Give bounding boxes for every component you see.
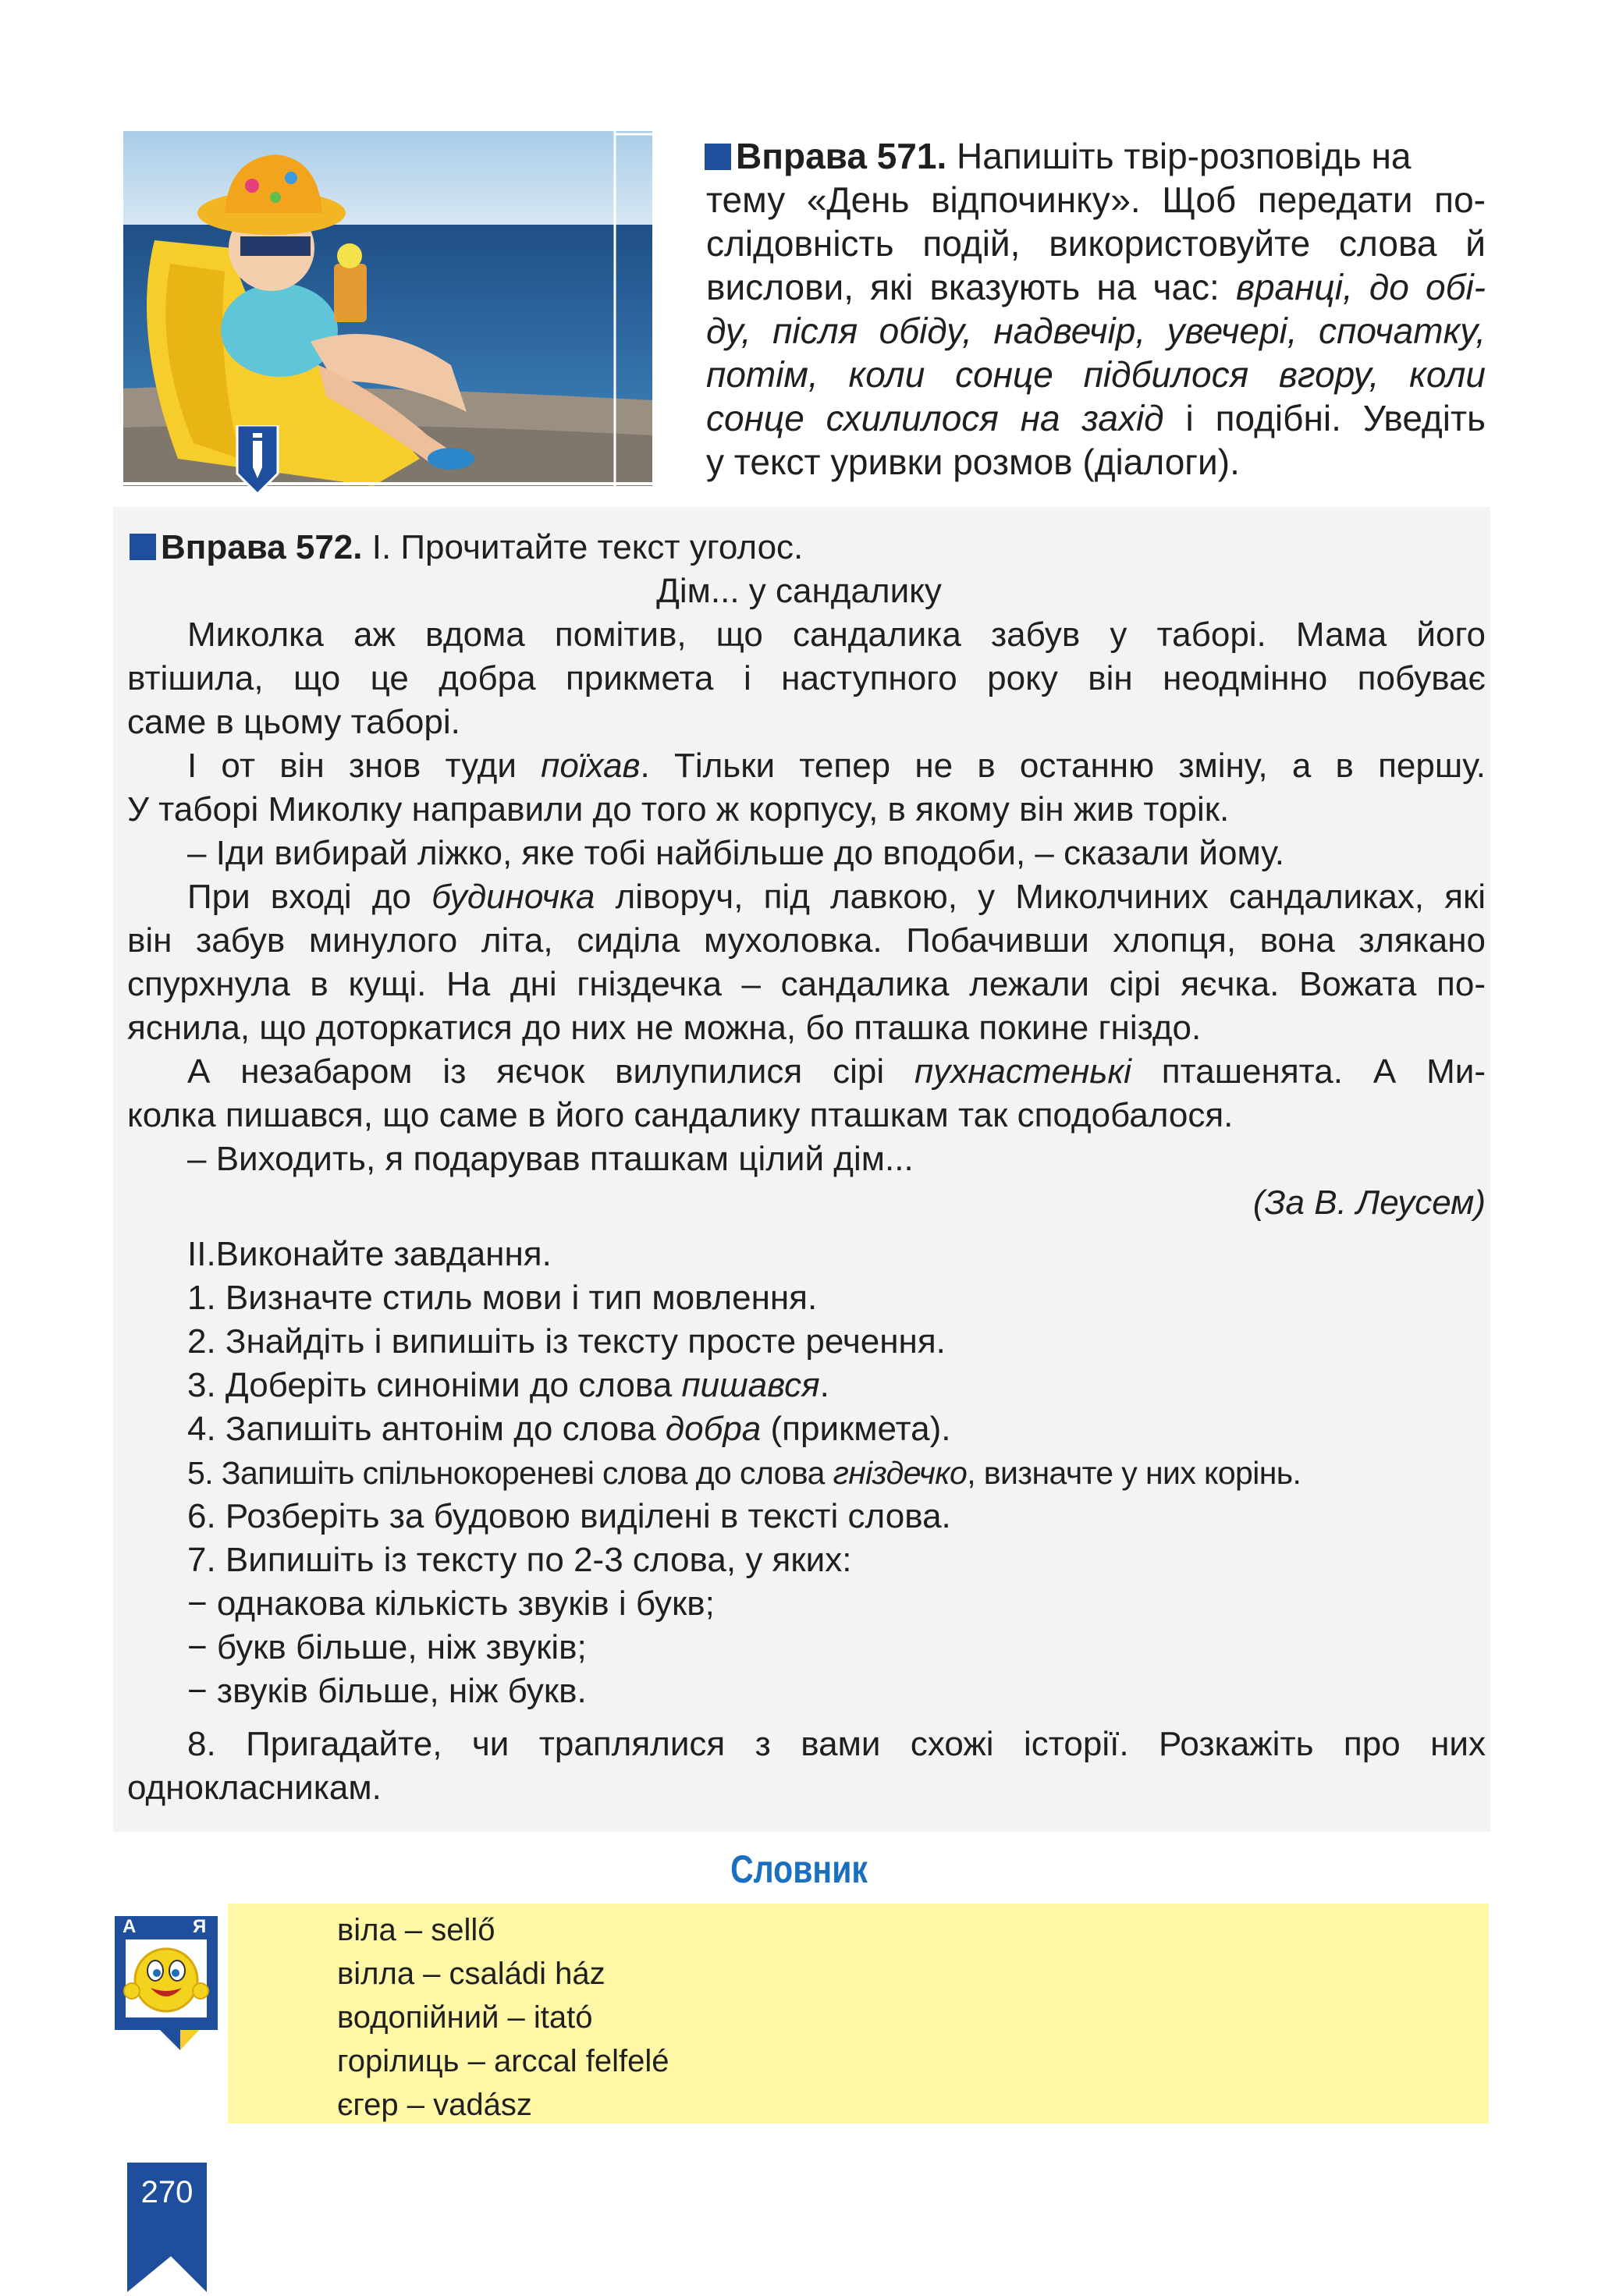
task-item: 3. Доберіть синоніми до слова пишався. — [187, 1366, 829, 1404]
task-item: 2. Знайдіть і випишіть із тексту просте речення. — [187, 1322, 946, 1361]
story-line: втішила, що це добра прикмета і наступного року він неодмінно побуває — [127, 659, 1486, 697]
task-subitem: − однакова кількість звуків і букв; — [187, 1584, 715, 1623]
story-line: Миколка аж вдома помітив, що сандалика забув у таборі. Мама його — [187, 616, 1486, 654]
ex571-line-3: слідовність подій, використовуйте слова й — [706, 223, 1486, 264]
story-line: – Іди вибирай ліжко, яке тобі найбільше до вподоби, – сказали йому. — [187, 834, 1285, 872]
bullet-square-icon — [705, 144, 731, 170]
story-author: (За В. Леусем) — [1252, 1183, 1486, 1222]
dictionary-entry: вілла – családi ház — [337, 1957, 605, 1991]
ex571-line-4: вислови, які вказують на час: вранці, до обі- — [706, 267, 1486, 307]
story-title: Дім... у сандалику — [656, 572, 942, 610]
task-subitem: − букв більше, ніж звуків; — [187, 1628, 587, 1666]
page-number: 270 — [140, 2175, 194, 2209]
ex571-line-2: тему «День відпочинку». Щоб передати по- — [706, 179, 1486, 220]
ex571-line-1: Вправа 571. Напишіть твір-розповідь на — [705, 134, 1411, 178]
dictionary-entry: віла – sellő — [337, 1913, 495, 1947]
page-number-tab — [127, 2163, 207, 2292]
dictionary-title: Словник — [730, 1847, 868, 1891]
task-item: однокласникам. — [127, 1769, 382, 1807]
badge-letter: А — [123, 1916, 137, 1937]
ex571-line-5: ду, після обіду, надвечір, увечері, спочатку, — [706, 311, 1486, 351]
story-line: При вході до будиночка ліворуч, під лавкою, у Миколчиних сандаликах, які — [187, 878, 1486, 916]
task-item: 4. Запишіть антонім до слова добра (прикмета). — [187, 1410, 951, 1448]
task-item: 7. Випишіть із тексту по 2-3 слова, у яких: — [187, 1541, 852, 1579]
dictionary-entry: водопійний – itató — [337, 2000, 593, 2035]
ex572-intro: Вправа 572. І. Прочитайте текст уголос. — [130, 526, 803, 570]
bullet-square-icon — [130, 534, 156, 560]
task-item: 5. Запишіть спільнокореневі слова до слова гніздечко, визначте у них корінь. — [187, 1455, 1301, 1491]
ex571-line-6: потім, коли сонце підбилося вгору, коли — [706, 354, 1486, 395]
task-subitem: − звуків більше, ніж букв. — [187, 1672, 587, 1710]
dictionary-entry: горілиць – arccal felfelé — [337, 2044, 669, 2078]
dictionary-entry: єгер – vadász — [337, 2088, 532, 2122]
task-item: 8. Пригадайте, чи траплялися з вами схожі історії. Розкажіть про них — [187, 1725, 1486, 1763]
story-line: спурхнула в кущі. На дні гніздечка – сандалика лежали сірі яєчка. Вожата по- — [127, 965, 1486, 1003]
tasks-title: ІІ.Виконайте завдання. — [187, 1235, 552, 1273]
story-line: А незабаром із яєчок вилупилися сірі пухнастенькі пташенята. А Ми- — [187, 1052, 1486, 1091]
ex571-label: Вправа 571. — [736, 136, 947, 176]
dictionary-smiley-icon — [112, 1913, 221, 2053]
story-line: У таборі Миколку направили до того ж корпусу, в якому він жив торік. — [127, 790, 1230, 829]
story-line: – Виходить, я подарував пташкам цілий дім... — [187, 1140, 914, 1178]
story-line: саме в цьому таборі. — [127, 703, 460, 741]
ex571-line-8: у текст уривки розмов (діалоги). — [706, 442, 1240, 482]
pen-icon — [234, 425, 281, 495]
ex571-line-7: сонце схилилося на захід і подібні. Уведіть — [706, 398, 1486, 438]
task-item: 6. Розберіть за будовою виділені в тексті слова. — [187, 1497, 951, 1535]
badge-letter: Я — [193, 1916, 207, 1937]
story-line: він забув минулого літа, сиділа мухоловка. Побачивши хлопця, вона злякано — [127, 921, 1486, 960]
photo-boy-on-beach — [123, 131, 652, 486]
story-line: яснила, що доторкатися до них не можна, бо пташка покине гніздо. — [127, 1009, 1202, 1047]
story-line: колка пишався, що саме в його сандалику пташкам так сподобалося. — [127, 1096, 1234, 1134]
task-item: 1. Визначте стиль мови і тип мовлення. — [187, 1279, 818, 1317]
story-line: І от він знов туди поїхав. Тільки тепер не в останню зміну, а в першу. — [187, 747, 1486, 785]
ex572-label: Вправа 572. — [161, 528, 363, 566]
